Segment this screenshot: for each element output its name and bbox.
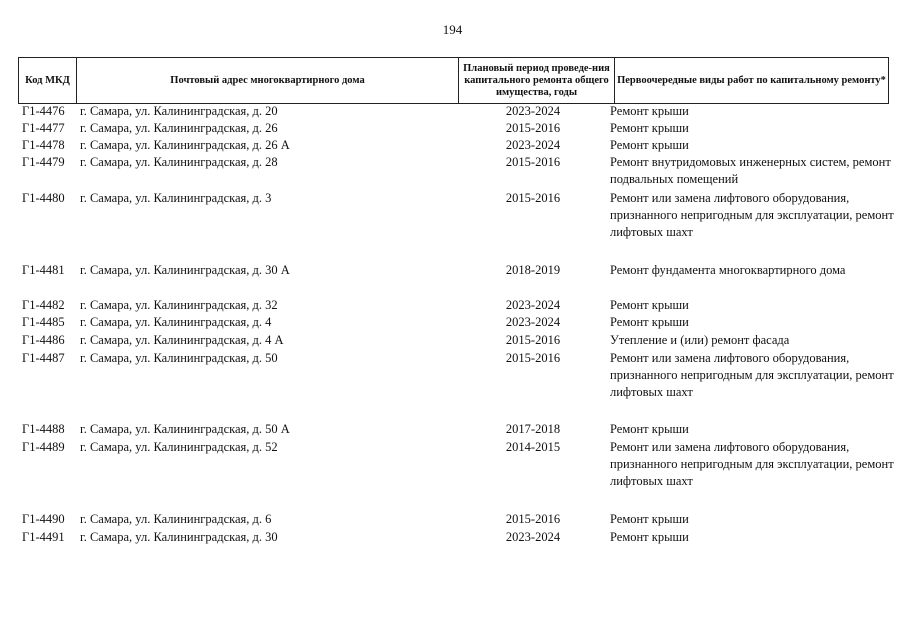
cell-works: Ремонт крыши	[610, 138, 689, 152]
cell-address: г. Самара, ул. Калининградская, д. 26 А	[80, 138, 290, 152]
cell-period: 2015-2016	[505, 512, 561, 526]
cell-address: г. Самара, ул. Калининградская, д. 50 А	[80, 422, 290, 436]
cell-address: г. Самара, ул. Калининградская, д. 26	[80, 121, 278, 135]
cell-code: Г1-4476	[22, 104, 65, 118]
cell-code: Г1-4482	[22, 298, 65, 312]
cell-code: Г1-4490	[22, 512, 65, 526]
cell-works: Ремонт крыши	[610, 512, 689, 526]
cell-address: г. Самара, ул. Калининградская, д. 4 А	[80, 333, 284, 347]
header-works: Первоочередные виды работ по капитальному ремонту*	[615, 58, 889, 103]
cell-code: Г1-4480	[22, 191, 65, 205]
cell-address: г. Самара, ул. Калининградская, д. 30	[80, 530, 278, 544]
cell-address: г. Самара, ул. Калининградская, д. 52	[80, 440, 278, 454]
cell-code: Г1-4485	[22, 315, 65, 329]
cell-period: 2023-2024	[505, 315, 561, 329]
cell-period: 2018-2019	[505, 263, 561, 277]
cell-period: 2023-2024	[505, 530, 561, 544]
header-period: Плановый период проведе-ния капитального ремонта общего имущества, годы	[459, 58, 615, 103]
cell-address: г. Самара, ул. Калининградская, д. 32	[80, 298, 278, 312]
cell-works: Ремонт или замена лифтового оборудования, признанного непригодным для эксплуатации, ремонт лифтовых шахт	[610, 440, 894, 488]
cell-address: г. Самара, ул. Калининградская, д. 50	[80, 351, 278, 365]
cell-works: Ремонт крыши	[610, 422, 689, 436]
cell-period: 2015-2016	[505, 191, 561, 205]
cell-period: 2015-2016	[505, 333, 561, 347]
cell-works: Ремонт крыши	[610, 530, 689, 544]
cell-period: 2015-2016	[505, 351, 561, 365]
cell-period: 2017-2018	[505, 422, 561, 436]
cell-period: 2023-2024	[505, 138, 561, 152]
header-address: Почтовый адрес многоквартирного дома	[77, 58, 459, 103]
cell-code: Г1-4479	[22, 155, 65, 169]
cell-code: Г1-4486	[22, 333, 65, 347]
cell-address: г. Самара, ул. Калининградская, д. 6	[80, 512, 272, 526]
cell-works: Ремонт фундамента многоквартирного дома	[610, 263, 846, 277]
cell-address: г. Самара, ул. Калининградская, д. 20	[80, 104, 278, 118]
cell-address: г. Самара, ул. Калининградская, д. 4	[80, 315, 272, 329]
cell-works: Ремонт крыши	[610, 121, 689, 135]
cell-works: Ремонт крыши	[610, 298, 689, 312]
cell-works: Ремонт или замена лифтового оборудования, признанного непригодным для эксплуатации, ремонт лифтовых шахт	[610, 191, 894, 239]
cell-period: 2023-2024	[505, 298, 561, 312]
cell-code: Г1-4477	[22, 121, 65, 135]
cell-code: Г1-4487	[22, 351, 65, 365]
cell-period: 2015-2016	[505, 155, 561, 169]
cell-works: Ремонт крыши	[610, 315, 689, 329]
cell-address: г. Самара, ул. Калининградская, д. 28	[80, 155, 278, 169]
cell-address: г. Самара, ул. Калининградская, д. 3	[80, 191, 272, 205]
cell-works: Ремонт крыши	[610, 104, 689, 118]
cell-works: Утепление и (или) ремонт фасада	[610, 333, 790, 347]
cell-code: Г1-4489	[22, 440, 65, 454]
cell-code: Г1-4491	[22, 530, 65, 544]
cell-code: Г1-4478	[22, 138, 65, 152]
table-header	[18, 57, 889, 104]
cell-code: Г1-4488	[22, 422, 65, 436]
cell-address: г. Самара, ул. Калининградская, д. 30 А	[80, 263, 290, 277]
cell-period: 2023-2024	[505, 104, 561, 118]
cell-works: Ремонт или замена лифтового оборудования, признанного непригодным для эксплуатации, ремонт лифтовых шахт	[610, 351, 894, 399]
page-number: 194	[442, 22, 463, 37]
cell-code: Г1-4481	[22, 263, 65, 277]
cell-period: 2015-2016	[505, 121, 561, 135]
header-code: Код МКД	[19, 58, 77, 103]
cell-period: 2014-2015	[505, 440, 561, 454]
cell-works: Ремонт внутридомовых инженерных систем, ремонт подвальных помещений	[610, 155, 891, 186]
